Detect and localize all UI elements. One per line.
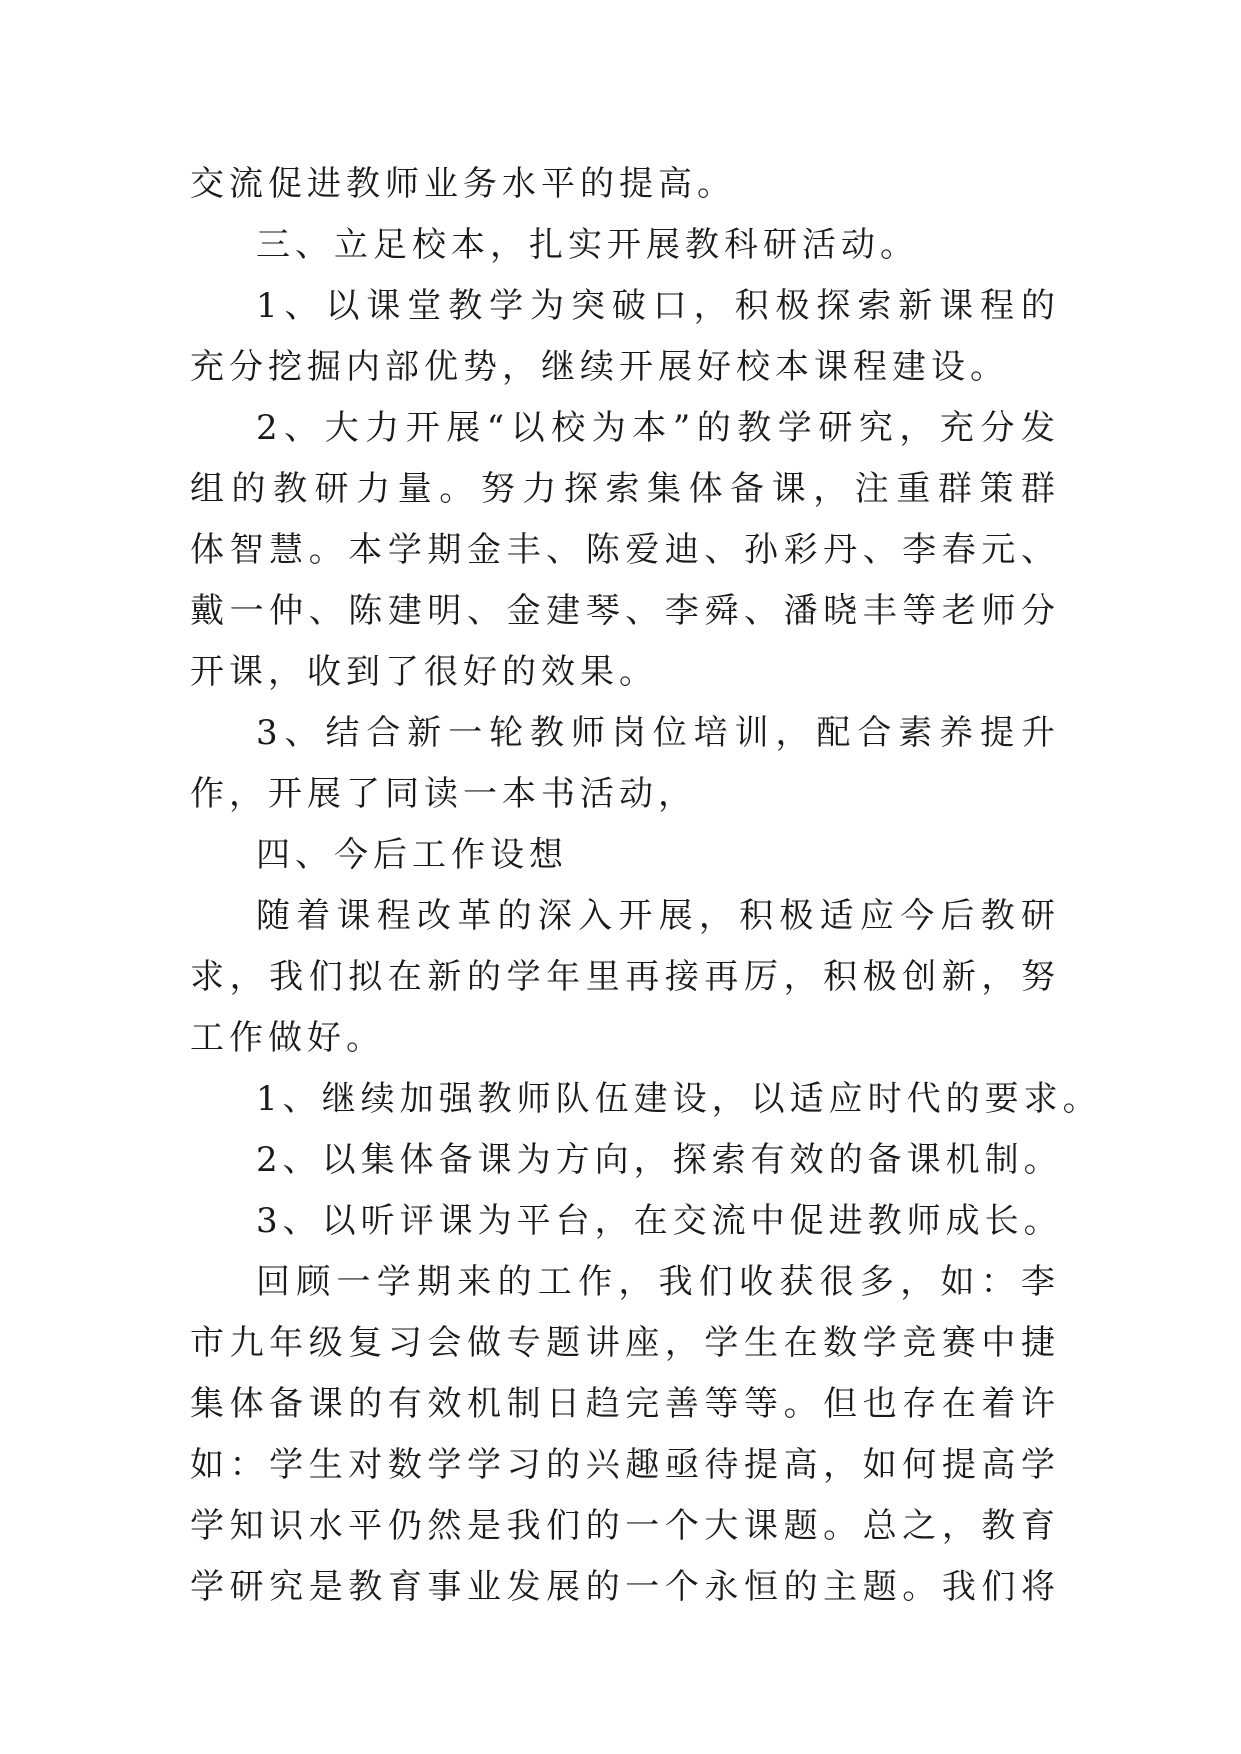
text-line: 3、以听评课为平台，在交流中促进教师成长。 <box>256 1201 1063 1241</box>
text-line: 体智慧。本学期金丰、陈爱迪、孙彩丹、李春元、 <box>190 530 1060 570</box>
text-line: 回顾一学期来的工作，我们收获很多，如：李 <box>256 1262 1060 1302</box>
text-line: 3、结合新一轮教师岗位培训，配合素养提升 <box>256 713 1060 753</box>
text-line: 1、继续加强教师队伍建设，以适应时代的要求。 <box>256 1079 1102 1119</box>
text-line: 作，开展了同读一本书活动， <box>190 774 697 814</box>
text-line: 集体备课的有效机制日趋完善等等。但也存在着许 <box>190 1384 1060 1424</box>
text-line: 交流促进教师业务水平的提高。 <box>190 164 736 204</box>
text-line: 1、以课堂教学为突破口，积极探索新课程的 <box>256 286 1060 326</box>
text-line: 四、今后工作设想 <box>256 835 568 875</box>
text-line: 如：学生对数学学习的兴趣亟待提高，如何提高学 <box>190 1445 1060 1485</box>
text-line: 学研究是教育事业发展的一个永恒的主题。我们将 <box>190 1567 1060 1607</box>
text-line: 求，我们拟在新的学年里再接再厉，积极创新，努 <box>190 957 1060 997</box>
text-line: 三、立足校本，扎实开展教科研活动。 <box>256 225 919 265</box>
document-body <box>190 154 1102 1618</box>
text-line: 随着课程改革的深入开展，积极适应今后教研 <box>256 896 1060 936</box>
text-line: 学知识水平仍然是我们的一个大课题。总之，教育 <box>190 1506 1060 1546</box>
text-line: 2、大力开展“以校为本”的教学研究，充分发 <box>256 408 1060 448</box>
text-line: 市九年级复习会做专题讲座，学生在数学竞赛中捷 <box>190 1323 1060 1363</box>
text-line: 工作做好。 <box>190 1018 385 1058</box>
text-line: 充分挖掘内部优势，继续开展好校本课程建设。 <box>190 347 1009 387</box>
text-line: 组的教研力量。努力探索集体备课，注重群策群 <box>190 469 1060 509</box>
text-line: 2、以集体备课为方向，探索有效的备课机制。 <box>256 1140 1063 1180</box>
text-line: 开课，收到了很好的效果。 <box>190 652 658 692</box>
text-line: 戴一仲、陈建明、金建琴、李舜、潘晓丰等老师分 <box>190 591 1060 631</box>
